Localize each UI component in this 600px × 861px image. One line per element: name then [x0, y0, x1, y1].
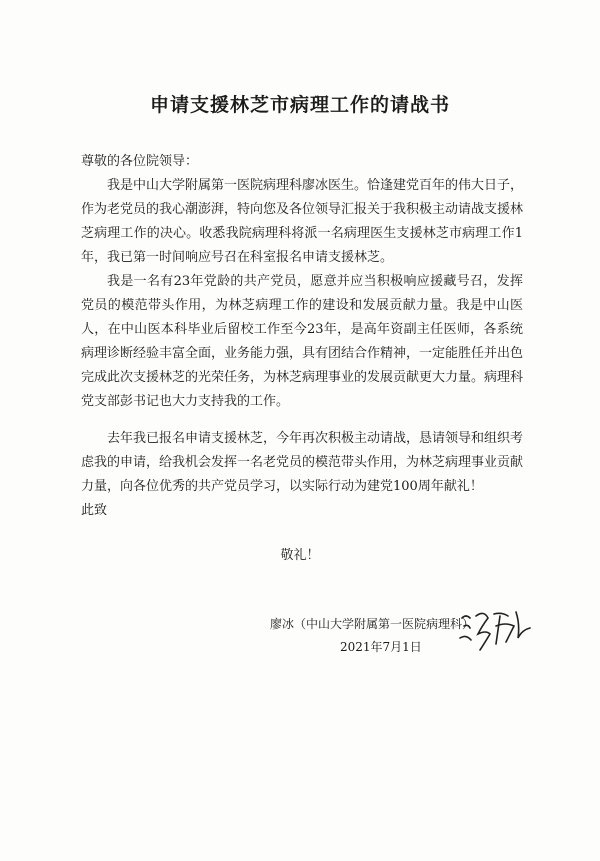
letter-title: 申请支援林芝市病理工作的请战书 [149, 94, 450, 116]
paragraph-2: 我是一名有23年党龄的共产党员，愿意并应当积极响应援藏号召，发挥党员的模范带头作用，为林芝病理工作的建设和发展贡献力量。我是中山医人，在中山医本科毕业后留校工作至今23年，是高年资副主任医师，各系统病理诊断经验丰富全面，业务能力强，具有团结合作精神，一定能胜任并出色完成此次支援林芝的光荣任务，为林芝病理事业的发展贡献更大力量。病理科党支部彭书记也大力支持我的工作。 [81, 274, 524, 409]
signer-name: 廖冰（中山大学附属第一医院病理科） [270, 617, 475, 631]
closing-text: 此致 [81, 503, 108, 518]
paragraph-3: 去年我已报名申请支援林芝，今年再次积极主动请战，恳请领导和组织考虑我的申请，给我机会发挥一名老党员的模范带头作用，为林芝病理事业贡献力量，向各位优秀的共产党员学习，以实际行动为建党100周年献礼！ [81, 431, 524, 494]
paragraph-1: 我是中山大学附属第一医院病理科廖冰医生。恰逢建党百年的伟大日子，作为老党员的我心潮澎湃，特向您及各位领导汇报关于我积极主动请战支援林芝病理工作的决心。收悉我院病理科将派一名病理医生支援林芝市病理工作1年，我已第一时间响应号召在科室报名申请支援林芝。 [81, 178, 524, 265]
salutation: 尊敬的各位院领导： [81, 154, 199, 169]
sign-date: 2021年7月1日 [340, 640, 422, 654]
handwritten-signature [456, 604, 536, 654]
regards-text: 敬礼！ [280, 548, 320, 563]
